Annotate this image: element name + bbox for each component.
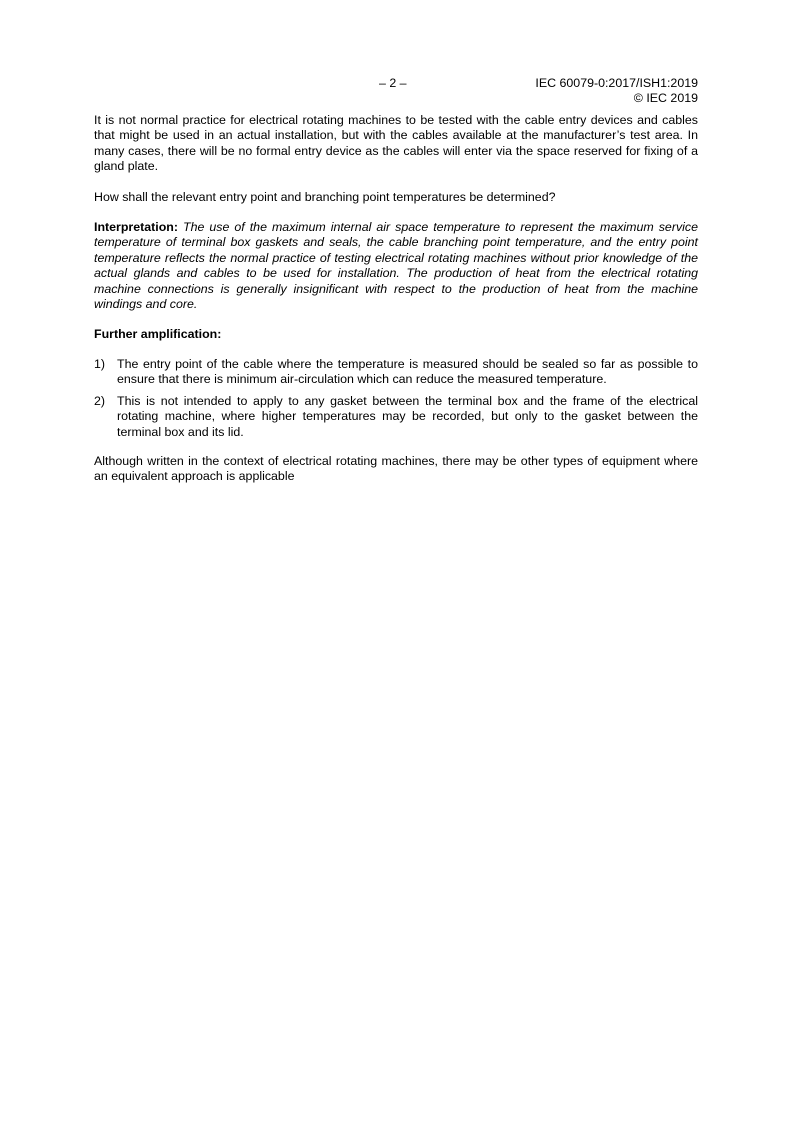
document-header [535,76,698,106]
list-item [94,357,698,388]
closing-paragraph: Although written in the context of electrical rotating machines, there may be other types of equipment where an equivalent approach is applicable [94,453,698,484]
amplification-list [94,357,698,440]
document-id: IEC 60079-0:2017/ISH1:2019 [535,76,698,90]
document-body [94,113,698,485]
intro-paragraph: It is not normal practice for electrical rotating machines to be tested with the cable entry devices and cables that might be used in an actual installation, but with the cables available at the manufacturer’s test area. In many cases, there will be no formal entry device as the cables will enter via the space reserved for fixing of a gland plate. [94,113,698,174]
question-paragraph: How shall the relevant entry point and branching point temperatures be determined? [94,189,556,204]
interpretation-paragraph [94,220,698,312]
page-number: – 2 – [379,76,407,90]
interpretation-label: Interpretation: [94,220,178,235]
further-amplification-heading: Further amplification: [94,327,222,342]
interpretation-text: The use of the maximum internal air space temperature to represent the maximum service temperature of terminal box gaskets and seals, the cable branching point temperature, and the entry point temperature reflects the normal practice of testing electrical rotating machines without prior knowledge of the actual glands and cables to be used for installation. The production of heat from the electrical rotating machine connections is generally insignificant with respect to the production of heat from the machine windings and core. [94,220,698,312]
list-item-number: 1) [94,356,106,371]
list-item-number: 2) [94,393,106,408]
copyright-notice: © IEC 2019 [633,91,698,105]
list-item-text: The entry point of the cable where the temperature is measured should be sealed so far as possible to ensure that there is minimum air-circulation which can reduce the measured temperature. [117,356,698,387]
list-item [94,394,698,440]
list-item-text: This is not intended to apply to any gasket between the terminal box and the frame of the electrical rotating machine, where higher temperatures may be recorded, but only to the gasket between the terminal box and its lid. [117,393,698,439]
